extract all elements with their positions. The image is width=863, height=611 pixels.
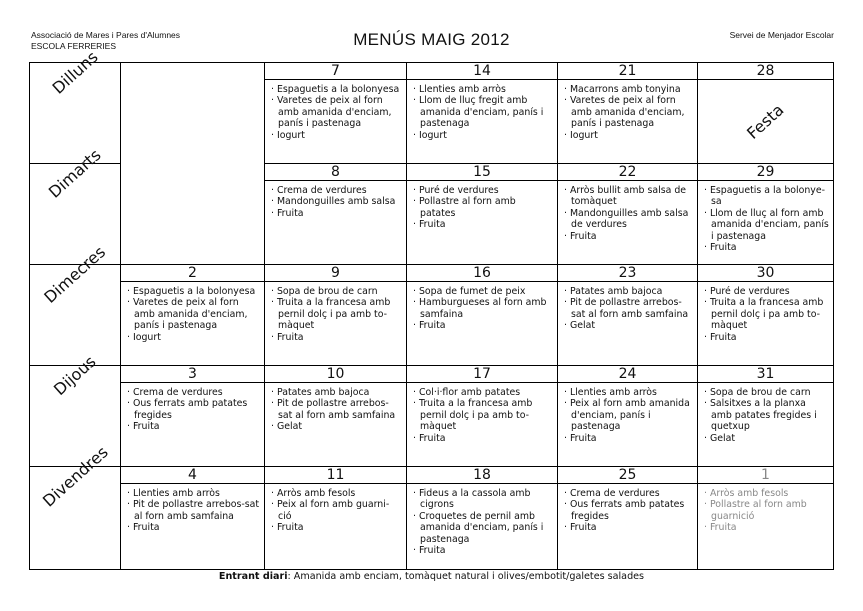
date-number: 11 [265, 467, 406, 484]
dish-item: · Fideus a la cassola amb cigrons [413, 488, 553, 511]
menu-cell [558, 164, 698, 265]
dish-item: · Llom de lluç fregit amb amanida d'enciam, panís i pastenaga [413, 95, 553, 129]
date-number: 1 [698, 467, 833, 484]
dish-list [407, 282, 557, 332]
dish-list [121, 383, 264, 433]
dish-list [698, 282, 833, 343]
empty-date-cell [121, 63, 265, 265]
dish-item: · Arròs amb fesols [704, 488, 829, 499]
dish-list [265, 383, 406, 433]
week-row-dilluns [30, 63, 834, 164]
dish-item: · Llenties amb arròs [413, 84, 553, 95]
dish-item: · Fruita [564, 522, 693, 533]
menu-table [29, 47, 834, 570]
dish-item: · Fruita [271, 208, 402, 219]
date-number: 31 [698, 366, 833, 383]
dish-item: · Truita a la francesa amb pernil dolç i pa amb to-màquet [271, 297, 402, 331]
menu-cell [407, 265, 558, 366]
dish-item: · Espaguetis a la bolonyesa [127, 286, 260, 297]
dish-item: · Puré de verdures [413, 185, 553, 196]
dish-item: · Iogurt [271, 130, 402, 141]
menu-cell [698, 467, 834, 570]
dish-item: · Pit de pollastre arrebos-sat al forn amb samfaina [127, 499, 260, 522]
weekday-cell [30, 145, 121, 265]
date-number: 21 [558, 63, 697, 80]
dish-list [558, 80, 697, 141]
date-number: 9 [265, 265, 406, 282]
weekday-cell [30, 442, 121, 570]
weekday-cell [30, 47, 121, 164]
dish-item: · Fruita [271, 332, 402, 343]
dish-item: · Arròs amb fesols [271, 488, 402, 499]
dish-list [407, 80, 557, 141]
date-number: 7 [265, 63, 406, 80]
menu-cell [265, 467, 407, 570]
date-number: 28 [698, 63, 833, 80]
menu-cell [558, 366, 698, 467]
dish-item: · Pit de pollastre arrebos-sat al forn amb samfaina [564, 297, 693, 320]
dish-list [558, 282, 697, 332]
date-number: 29 [698, 164, 833, 181]
dish-item: · Varetes de peix al forn amb amanida d'enciam, panís i pastenaga [127, 297, 260, 331]
dish-item: · Llenties amb arròs [127, 488, 260, 499]
menu-cell [121, 467, 265, 570]
menu-cell [698, 366, 834, 467]
dish-item: · Mandonguilles amb salsa de verdures [564, 208, 693, 231]
dish-item: · Crema de verdures [564, 488, 693, 499]
dish-list [407, 181, 557, 231]
menu-cell [407, 467, 558, 570]
dish-item: · Hamburgueses al forn amb samfaina [413, 297, 553, 320]
dish-item: · Patates amb bajoca [271, 387, 402, 398]
dish-item: · Fruita [271, 522, 402, 533]
holiday-label: Festa [743, 100, 788, 143]
dish-item: · Sopa de brou de carn [704, 387, 829, 398]
dish-list [558, 383, 697, 444]
dish-item: · Fruita [413, 320, 553, 331]
dish-list [558, 484, 697, 534]
weekday-label: Dimarts [45, 145, 105, 202]
weekday-label: Dimecres [40, 242, 110, 307]
dish-item: · Iogurt [564, 130, 693, 141]
dish-item: · Pit de pollastre arrebos-sat al forn amb samfaina [271, 398, 402, 421]
menu-cell [265, 63, 407, 164]
date-number: 23 [558, 265, 697, 282]
date-number: 3 [121, 366, 264, 383]
date-number: 25 [558, 467, 697, 484]
date-number: 8 [265, 164, 406, 181]
dish-item: · Crema de verdures [127, 387, 260, 398]
dish-item: · Ous ferrats amb patates fregides [127, 398, 260, 421]
menu-cell [121, 366, 265, 467]
dish-item: · Varetes de peix al forn amb amanida d'enciam, panís i pastenaga [564, 95, 693, 129]
date-number: 16 [407, 265, 557, 282]
week-row-dijous [30, 366, 834, 467]
date-number: 4 [121, 467, 264, 484]
date-number: 2 [121, 265, 264, 282]
date-number: 17 [407, 366, 557, 383]
dish-item: · Fruita [413, 219, 553, 230]
dish-item: · Fruita [564, 231, 693, 242]
dish-item: · Iogurt [127, 332, 260, 343]
dish-item: · Espaguetis a la bolonyesa [271, 84, 402, 95]
dish-list [558, 181, 697, 242]
dish-item: · Arròs bullit amb salsa de tomàquet [564, 185, 693, 208]
dish-list [265, 484, 406, 534]
menu-cell [558, 63, 698, 164]
service-name: Servei de Menjador Escolar [729, 30, 834, 40]
date-number: 14 [407, 63, 557, 80]
date-number: 30 [698, 265, 833, 282]
dish-list [407, 484, 557, 556]
weekday-cell [30, 242, 121, 366]
dish-item: · Fruita [704, 332, 829, 343]
date-number: 22 [558, 164, 697, 181]
weekday-label: Divendres [38, 442, 112, 511]
week-row-divendres [30, 467, 834, 570]
dish-item: · Fruita [704, 242, 829, 253]
association-name: Associació de Mares i Pares d'Alumnes [31, 30, 181, 40]
dish-list [698, 484, 833, 534]
menu-cell [265, 164, 407, 265]
dish-item: · Peix al forn amb amanida d'enciam, panís i pastenaga [564, 398, 693, 432]
weekday-label: Dilluns [48, 47, 102, 98]
dish-item: · Fruita [127, 522, 260, 533]
menu-cell [265, 366, 407, 467]
dish-item: · Fruita [704, 522, 829, 533]
dish-item: · Llom de lluç al forn amb amanida d'enciam, panís i pastenaga [704, 208, 829, 242]
dish-item: · Mandonguilles amb salsa [271, 196, 402, 207]
dish-list [407, 383, 557, 444]
daily-starter-note [0, 571, 863, 582]
dish-item: · Truita a la francesa amb pernil dolç i pa amb to-màquet [413, 398, 553, 432]
date-number: 24 [558, 366, 697, 383]
dish-item: · Fruita [127, 421, 260, 432]
dish-list [698, 181, 833, 253]
dish-item: · Gelat [271, 421, 402, 432]
menu-cell [121, 265, 265, 366]
menu-cell [265, 265, 407, 366]
date-number: 15 [407, 164, 557, 181]
menu-cell [558, 467, 698, 570]
date-number: 18 [407, 467, 557, 484]
dish-item: · Pollastre al forn amb patates [413, 196, 553, 219]
dish-item: · Fruita [413, 433, 553, 444]
menu-cell [698, 265, 834, 366]
menu-cell [407, 164, 558, 265]
dish-item: · Croquetes de pernil amb amanida d'enciam, panís i pastenaga [413, 511, 553, 545]
menu-cell [407, 366, 558, 467]
dish-item: · Crema de verdures [271, 185, 402, 196]
daily-starter-label: Entrant diari [218, 571, 288, 582]
week-row-dimecres [30, 265, 834, 366]
dish-item: · Sopa de brou de carn [271, 286, 402, 297]
holiday-label-box [698, 80, 833, 163]
dish-item: · Varetes de peix al forn amb amanida d'enciam, panís i pastenaga [271, 95, 402, 129]
menu-cell [558, 265, 698, 366]
dish-item: · Pollastre al forn amb guarnició [704, 499, 829, 522]
dish-item: · Puré de verdures [704, 286, 829, 297]
dish-item: · Fruita [413, 545, 553, 556]
dish-item: · Macarrons amb tonyina [564, 84, 693, 95]
dish-item: · Gelat [704, 433, 829, 444]
date-number: 10 [265, 366, 406, 383]
dish-item: · Espaguetis a la bolonye-sa [704, 185, 829, 208]
dish-item: · Gelat [564, 320, 693, 331]
dish-list [265, 282, 406, 343]
daily-starter-text: : Amanida amb enciam, tomàquet natural i olives/embotit/galetes salades [287, 571, 645, 582]
dish-item: · Truita a la francesa amb pernil dolç i pa amb to-màquet [704, 297, 829, 331]
dish-list [121, 282, 264, 343]
menu-cell [407, 63, 558, 164]
weekday-label: Dijous [50, 351, 100, 400]
menu-cell [698, 164, 834, 265]
dish-item: · Fruita [564, 433, 693, 444]
dish-item: · Peix al forn amb guarni-ció [271, 499, 402, 522]
dish-item: · Col·i·flor amb patates [413, 387, 553, 398]
dish-item: · Llenties amb arròs [564, 387, 693, 398]
dish-list [121, 484, 264, 534]
dish-list [265, 181, 406, 219]
dish-list [265, 80, 406, 141]
page-title: MENÚS MAIG 2012 [353, 30, 510, 49]
dish-item: · Iogurt [413, 130, 553, 141]
school-name: ESCOLA FERRERIES [31, 41, 117, 51]
dish-item: · Salsitxes a la planxa amb patates fregides i quetxup [704, 398, 829, 432]
dish-item: · Patates amb bajoca [564, 286, 693, 297]
dish-item: · Ous ferrats amb patates fregides [564, 499, 693, 522]
dish-list [698, 383, 833, 444]
menu-cell [698, 63, 834, 164]
dish-item: · Sopa de fumet de peix [413, 286, 553, 297]
